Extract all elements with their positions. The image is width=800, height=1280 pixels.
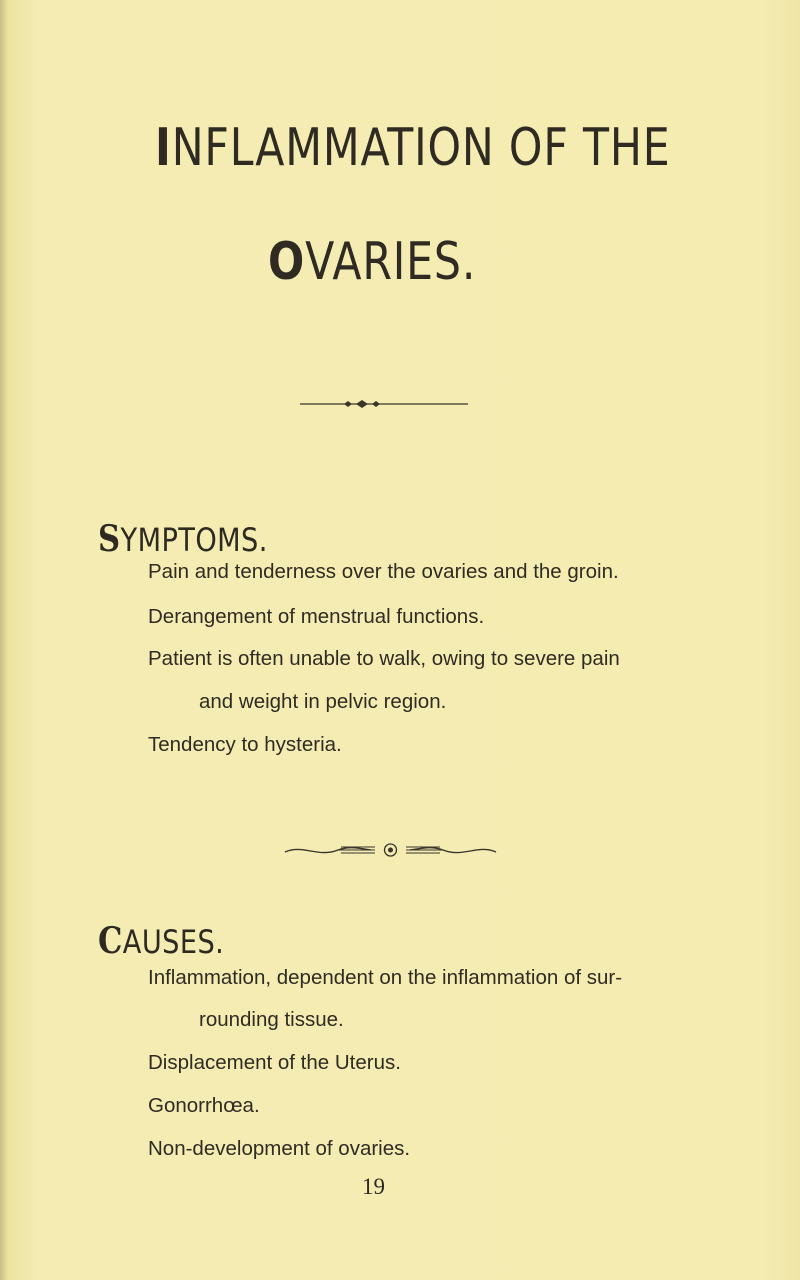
cause-item: Inflammation, dependent on the inflammation of sur- — [148, 966, 623, 989]
symptoms-heading — [98, 518, 268, 560]
causes-heading-text: AUSES. — [122, 923, 225, 961]
title-initial-i: I — [155, 118, 172, 178]
title-initial-o: O — [268, 232, 306, 292]
cause-item: Displacement of the Uterus. — [148, 1051, 401, 1074]
cause-item: Gonorrhœa. — [148, 1094, 260, 1117]
title-divider-icon — [300, 398, 468, 410]
symptoms-initial: S — [98, 518, 121, 560]
symptom-item-continuation: and weight in pelvic region. — [199, 690, 447, 713]
section-ornament-icon — [283, 838, 498, 862]
title-line-1 — [155, 118, 671, 178]
title-text-2: VARIES. — [305, 232, 477, 292]
symptom-item: Patient is often unable to walk, owing to severe pain — [148, 647, 620, 670]
symptom-item: Tendency to hysteria. — [148, 733, 342, 756]
cause-item-continuation: rounding tissue. — [199, 1008, 344, 1031]
cause-item: Non-development of ovaries. — [148, 1137, 411, 1160]
symptom-item: Derangement of menstrual functions. — [148, 605, 485, 628]
causes-initial: C — [98, 920, 123, 962]
page-number: 19 — [362, 1174, 385, 1199]
causes-heading — [98, 920, 224, 962]
title-line-2 — [268, 232, 476, 292]
symptoms-heading-text: YMPTOMS. — [120, 521, 268, 559]
title-text-1: NFLAMMATION OF THE — [171, 118, 671, 178]
symptom-item: Pain and tenderness over the ovaries and the groin. — [148, 560, 619, 583]
